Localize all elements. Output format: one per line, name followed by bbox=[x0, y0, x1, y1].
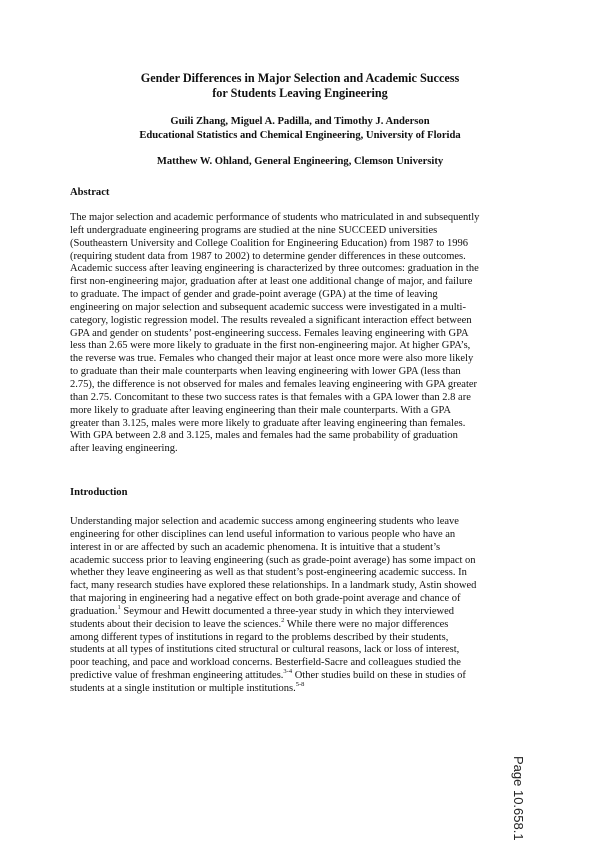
introduction-line bbox=[70, 657, 532, 670]
abstract-line: Academic success after leaving engineering is characterized by three outcomes: graduation in the bbox=[70, 263, 479, 275]
introduction-line-text: poor teaching, and pace and workload concerns. Besterfield-Sacre and colleagues studied the bbox=[70, 657, 461, 669]
abstract-line: left undergraduate engineering programs are studied at the nine SUCCEED universities bbox=[70, 224, 438, 236]
introduction-line-text: among different types of institutions in regard to the problems described by their students, bbox=[70, 631, 449, 643]
abstract-line: category, logistic regression model. The results revealed a significant interaction effect between bbox=[70, 314, 472, 326]
introduction-line bbox=[70, 603, 532, 619]
introduction-line-text: academic success prior to leaving engineering (such as grade-point average) has some impact on bbox=[70, 554, 476, 566]
introduction-line bbox=[70, 516, 532, 529]
introduction-line bbox=[70, 555, 532, 568]
introduction-line-text: engineering for other disciplines can lend useful information to various people who have an bbox=[70, 528, 456, 540]
introduction-line bbox=[70, 542, 532, 555]
abstract-line: greater than 3.125, males were more likely to graduate after leaving engineering than females. bbox=[70, 417, 466, 429]
introduction-line-text: whether they leave engineering as well as that student’s post-engineering academic success. In bbox=[70, 567, 467, 579]
introduction-line bbox=[70, 680, 532, 696]
abstract-line: 2.75), the difference is not observed for males and females leaving engineering with GPA greater bbox=[70, 378, 478, 390]
author-affiliation: Educational Statistics and Chemical Engineering, University of Florida bbox=[139, 130, 461, 141]
abstract-line: to graduate. The impact of gender and grade-point average (GPA) at the time of leaving bbox=[70, 289, 438, 301]
citation-superscript: 1 bbox=[117, 603, 121, 611]
introduction-line-text: fact, many research studies have explored these relationships. In a landmark study, Astin showed bbox=[70, 580, 477, 592]
introduction-line bbox=[70, 567, 532, 580]
introduction-line-text: that majoring in engineering had a negative effect on both grade-point average and chance of bbox=[70, 593, 461, 605]
introduction-body bbox=[70, 516, 532, 696]
introduction-line bbox=[70, 593, 532, 606]
paper-title-line-2: for Students Leaving Engineering bbox=[212, 86, 388, 100]
introduction-line-continuation: Seymour and Hewitt documented a three-year study in which they interviewed bbox=[120, 605, 455, 617]
introduction-line-text: predictive value of freshman engineering attitudes. bbox=[70, 670, 284, 682]
introduction-line bbox=[70, 616, 532, 632]
abstract-line: (Southeastern University and College Coalition for Engineering Education) from 1987 to 1996 bbox=[70, 237, 469, 249]
abstract-line: after leaving engineering. bbox=[70, 443, 178, 455]
second-author-affiliation: Matthew W. Ohland, General Engineering, Clemson University bbox=[156, 156, 444, 167]
citation-superscript: 2 bbox=[281, 616, 285, 624]
abstract-line: (requiring student data from 1987 to 2002) to determine gender differences in these outcomes. bbox=[70, 250, 466, 262]
introduction-line bbox=[70, 644, 532, 657]
introduction-line-continuation: Other studies build on these in studies of bbox=[292, 670, 466, 682]
abstract-line: With GPA between 2.8 and 3.125, males and females had the same probability of graduation bbox=[70, 430, 458, 442]
abstract-line: than 2.75. Concomitant to these two success rates is that females with a GPA lower than 2.8 are bbox=[70, 391, 471, 403]
introduction-line-text: graduation. bbox=[70, 605, 118, 617]
introduction-line-text: students at all types of institutions cited structural or cultural reasons, lack or loss of interest, bbox=[70, 644, 460, 656]
introduction-line-text: students about their decision to leave the sciences. bbox=[70, 618, 282, 630]
abstract-line: the reverse was true. Females who changed their major at least once more were also more likely bbox=[70, 353, 474, 365]
abstract-line: engineering on major selection and subsequent academic success were investigated in a multi- bbox=[70, 301, 466, 313]
introduction-line-text: students at a single institution or multiple institutions. bbox=[70, 682, 296, 694]
introduction-line bbox=[70, 632, 532, 645]
abstract-line: first non-engineering major, graduation after at least one additional change of major, and failure bbox=[70, 276, 473, 288]
abstract-heading: Abstract bbox=[70, 187, 110, 198]
abstract-line: less than 2.65 were more likely to graduate in the first non-engineering major. At higher GPA’s, bbox=[70, 340, 471, 352]
abstract-line: more likely to graduate after leaving engineering than their male counterparts. With a GPA bbox=[70, 404, 451, 416]
introduction-line bbox=[70, 529, 532, 542]
page-number: Page 10.658.1 bbox=[511, 756, 526, 841]
abstract-line: GPA and gender on students’ post-engineering success. Females leaving engineering with GPA bbox=[70, 327, 469, 339]
citation-superscript: 5-8 bbox=[295, 680, 305, 688]
introduction-line-text: Understanding major selection and academic success among engineering students who leave bbox=[70, 516, 459, 527]
introduction-heading: Introduction bbox=[70, 487, 128, 498]
author-names: Guili Zhang, Miguel A. Padilla, and Timothy J. Anderson bbox=[170, 116, 430, 127]
abstract-line: The major selection and academic performance of students who matriculated in and subsequently bbox=[70, 212, 480, 223]
introduction-line-text: interest in or are affected by such an academic phenomena. It is intuitive that a student’s bbox=[70, 541, 441, 553]
abstract-body bbox=[70, 212, 532, 456]
abstract-line: to graduate than their male counterparts when leaving engineering with lower GPA (less than bbox=[70, 366, 461, 378]
introduction-line-continuation: While there were no major differences bbox=[284, 618, 449, 630]
citation-superscript: 3-4 bbox=[283, 668, 293, 676]
introduction-line bbox=[70, 580, 532, 593]
paper-title-line-1: Gender Differences in Major Selection and Academic Success bbox=[140, 71, 460, 85]
